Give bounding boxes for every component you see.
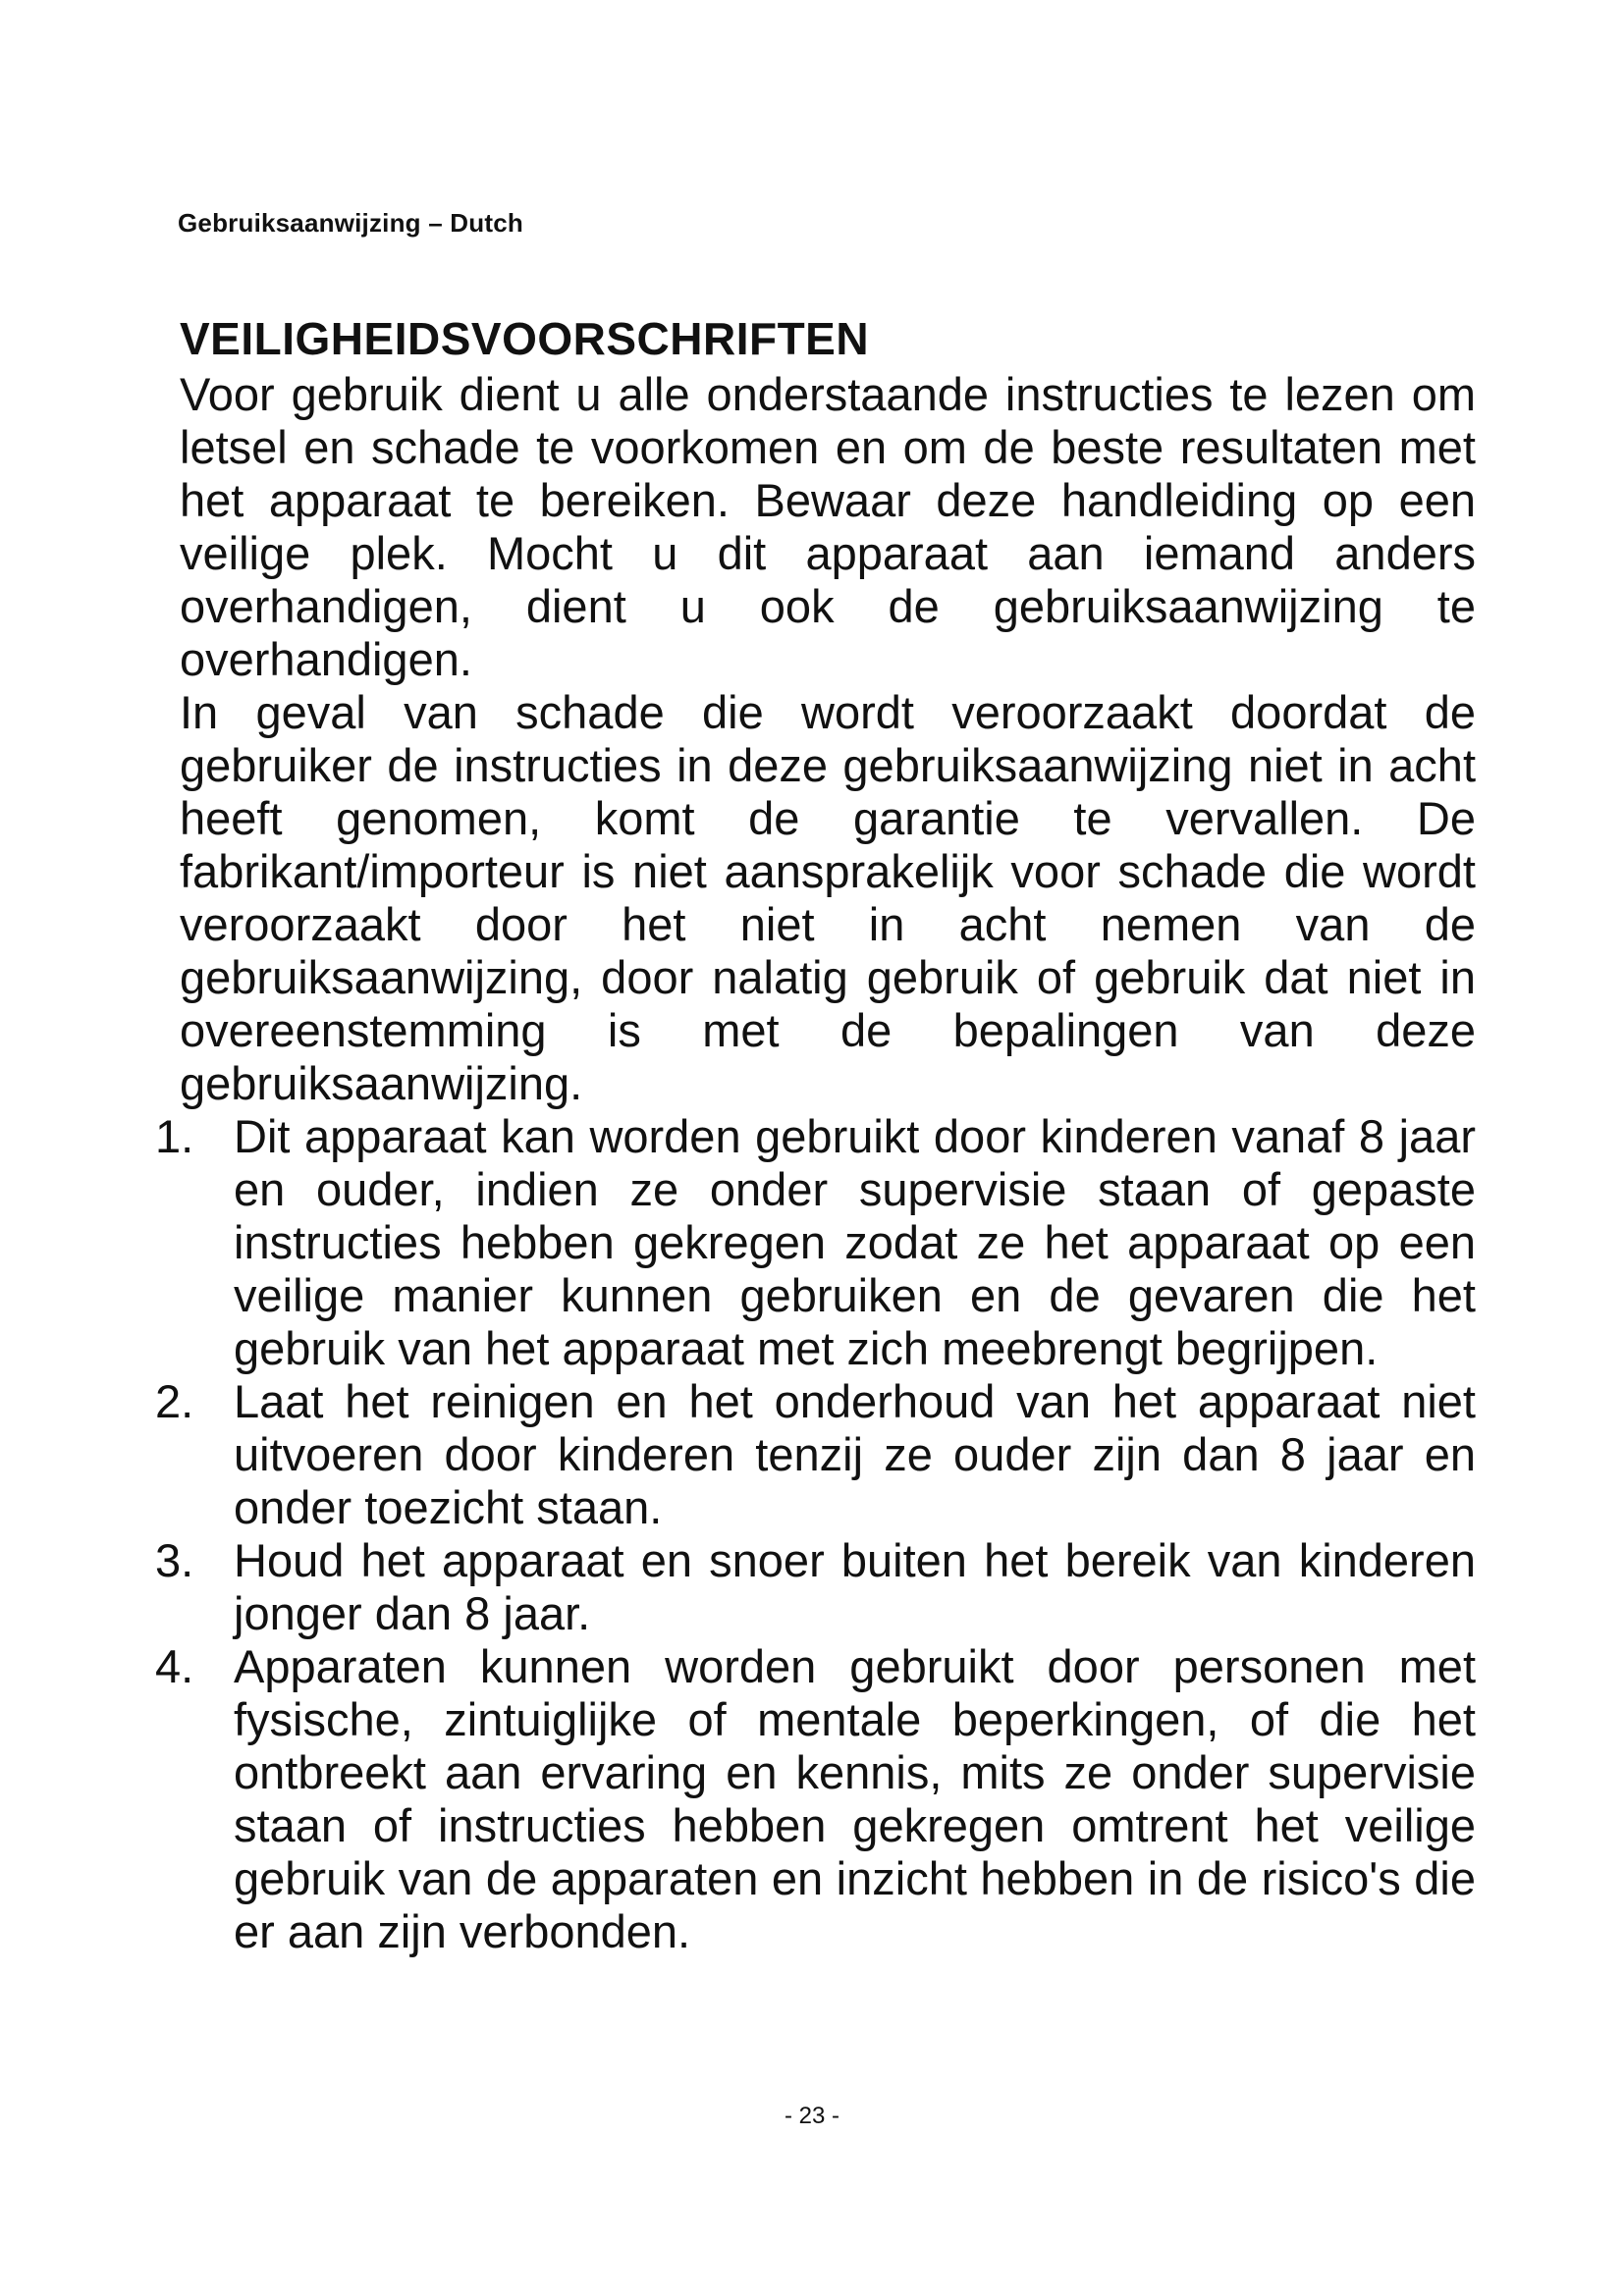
liability-paragraph: In geval van schade die wordt veroorzaakt doordat de gebruiker de instructies in deze gebruiksaanwijzing niet in acht heeft genomen, komt de garantie te vervallen. De fabrikant/importeur is niet aansprakelijk voor schade die wordt veroorzaakt door het niet in acht nemen van de gebruiksaanwijzing, door nalatig gebruik of gebruik dat niet in overeenstemming is met de bepalingen van deze gebruiksaanwijzing. [180,686,1476,1109]
list-item [155,1375,1476,1534]
list-item-text: Dit apparaat kan worden gebruikt door kinderen vanaf 8 jaar en ouder, indien ze onder supervisie staan of gepaste instructies hebben gekregen zodat ze het apparaat op een veilige manier kunnen gebruiken en de gevaren die het gebruik van het apparaat met zich meebrengt begrijpen. [234,1110,1476,1374]
page-number: - 23 - [784,2103,839,2129]
document-body [155,309,1476,1958]
list-item [155,1534,1476,1640]
list-item-number: 2. [155,1375,194,1427]
document-header: Gebruiksaanwijzing – Dutch [178,208,523,238]
list-item [155,1640,1476,1958]
list-item [155,1110,1476,1375]
safety-instructions-list [155,1110,1476,1958]
intro-paragraph: Voor gebruik dient u alle onderstaande instructies te lezen om letsel en schade te voorkomen en om de beste resultaten met het apparaat te bereiken. Bewaar deze handleiding op een veilige plek. Mocht u dit apparaat aan iemand anders overhandigen, dient u ook de gebruiksaanwijzing te overhandigen. [180,368,1476,685]
list-item-text: Apparaten kunnen worden gebruikt door personen met fysische, zintuiglijke of mentale beperkingen, of die het ontbreekt aan ervaring en kennis, mits ze onder supervisie staan of instructies hebben gekregen omtrent het veilige gebruik van de apparaten en inzicht hebben in de risico's die er aan zijn verbonden. [234,1640,1476,1957]
list-item-number: 4. [155,1640,194,1692]
list-item-text: Laat het reinigen en het onderhoud van het apparaat niet uitvoeren door kinderen tenzij ze ouder zijn dan 8 jaar en onder toezicht staan. [234,1375,1476,1533]
section-title: VEILIGHEIDSVOORSCHRIFTEN [180,313,870,364]
list-item-number: 3. [155,1534,194,1586]
list-item-number: 1. [155,1110,194,1162]
list-item-text: Houd het apparaat en snoer buiten het bereik van kinderen jonger dan 8 jaar. [234,1534,1476,1639]
